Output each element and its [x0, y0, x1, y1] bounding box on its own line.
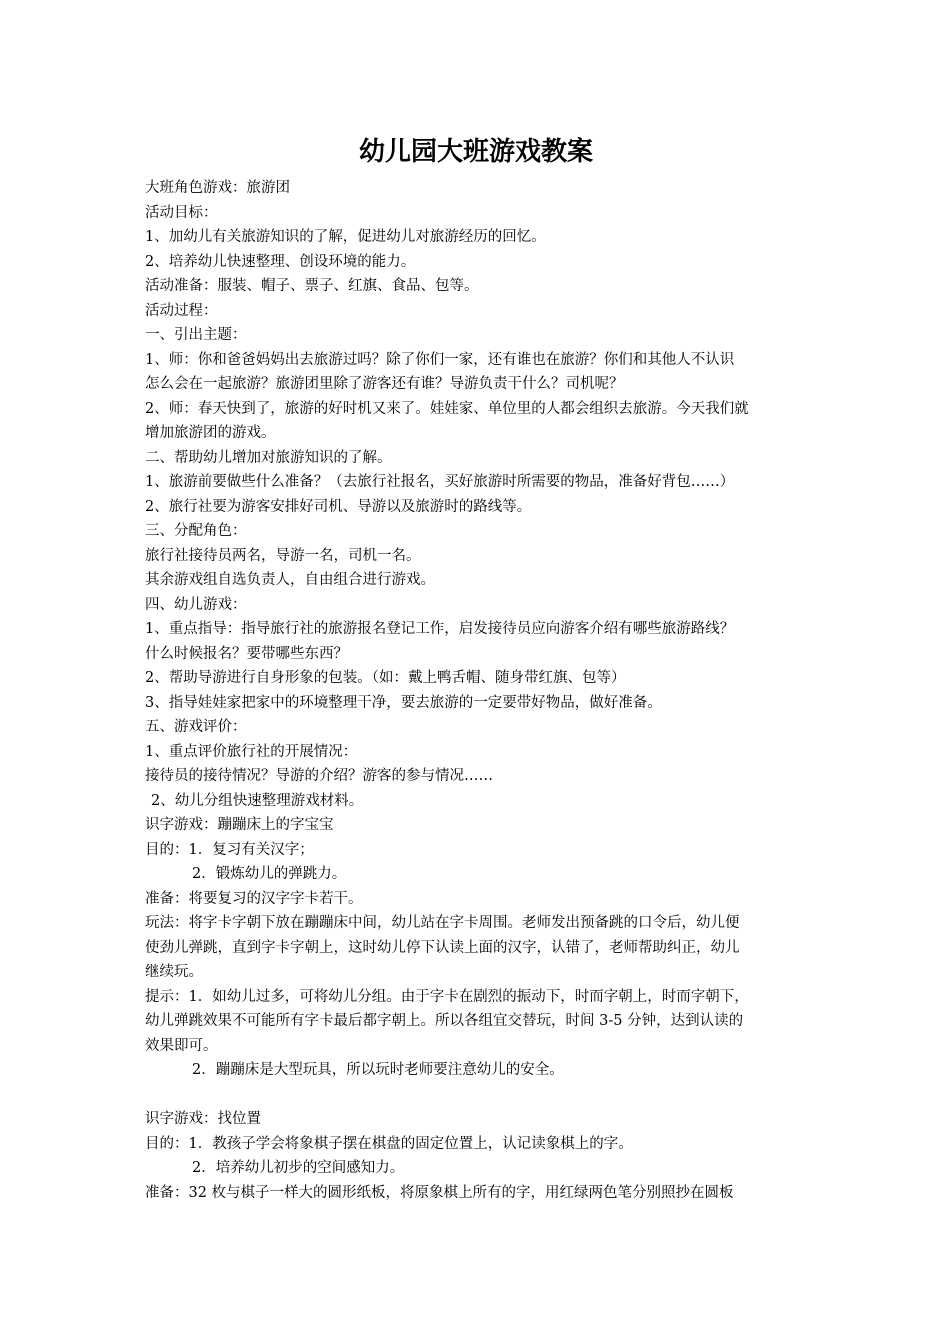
text-line: 效果即可。: [145, 1037, 218, 1054]
text-line: 准备：32 枚与棋子一样大的圆形纸板，将原象棋上所有的字，用红绿两色笔分别照抄在圆板: [145, 1184, 734, 1201]
text-line: 3、指导娃娃家把家中的环境整理干净，要去旅游的一定要带好物品，做好准备。: [145, 694, 662, 711]
text-line: 2、旅行社要为游客安排好司机、导游以及旅游时的路线等。: [145, 498, 532, 515]
text-line: 1、加幼儿有关旅游知识的了解，促进幼儿对旅游经历的回忆。: [145, 229, 546, 245]
text-line: 1、师：你和爸爸妈妈出去旅游过吗？除了你们一家，还有谁也在旅游？你们和其他人不认识: [145, 351, 735, 368]
text-line: 2．蹦蹦床是大型玩具，所以玩时老师要注意幼儿的安全。: [192, 1062, 564, 1078]
text-line: 其余游戏组自选负责人，自由组合进行游戏。: [145, 572, 435, 588]
text-line: 幼儿弹跳效果不可能所有字卡最后都字朝上。所以各组宜交替玩，时间 3-5 分钟，达到认读的: [145, 1013, 744, 1029]
text-line: 2、幼儿分组快速整理游戏材料。: [151, 792, 364, 809]
text-line: 2、培养幼儿快速整理、创设环境的能力。: [145, 253, 416, 270]
blank-line: [145, 1083, 807, 1108]
text-line: 怎么会在一起旅游？旅游团里除了游客还有谁？导游负责干什么？司机呢？: [145, 376, 624, 392]
text-line: 三、分配角色：: [145, 523, 247, 539]
text-line: 目的：1．复习有关汉字；: [145, 841, 314, 858]
text-line: 识字游戏：找位置: [145, 1111, 261, 1127]
text-line: 二、帮助幼儿增加对旅游知识的了解。: [145, 449, 392, 466]
text-line: 准备：将要复习的汉字字卡若干。: [145, 890, 363, 907]
text-line: 什么时候报名？要带哪些东西？: [145, 645, 348, 662]
text-line: 2．培养幼儿初步的空间感知力。: [192, 1160, 405, 1176]
text-line: 使劲儿弹跳，直到字卡字朝上，这时幼儿停下认读上面的汉字，认错了，老师帮助纠正，幼儿: [145, 939, 740, 956]
text-line: 增加旅游团的游戏。: [145, 425, 276, 441]
text-line: 五、游戏评价：: [145, 719, 247, 735]
text-line: 旅行社接待员两名，导游一名，司机一名。: [145, 547, 421, 564]
text-line: 四、幼儿游戏：: [145, 596, 247, 613]
text-line: 2、帮助导游进行自身形象的包装。（如：戴上鸭舌帽、随身带红旗、包等）: [145, 670, 626, 686]
text-line: 1、旅游前要做些什么准备？（去旅行社报名，买好旅游时所需要的物品，准备好背包……）: [145, 474, 735, 490]
text-line: 目的：1．教孩子学会将象棋子摆在棋盘的固定位置上，认记读象棋上的字。: [145, 1135, 633, 1152]
text-line: 玩法：将字卡字朝下放在蹦蹦床中间，幼儿站在字卡周围。老师发出预备跳的口令后，幼儿便: [145, 915, 740, 931]
text-line: 接待员的接待情况？导游的介绍？游客的参与情况……: [145, 768, 493, 784]
document-title: 幼儿园大班游戏教案: [358, 137, 593, 167]
text-line: 继续玩。: [145, 964, 203, 980]
text-line: 识字游戏：蹦蹦床上的字宝宝: [145, 817, 334, 833]
text-line: 1、重点评价旅行社的开展情况：: [145, 743, 358, 760]
text-line: 1、重点指导：指导旅行社的旅游报名登记工作，启发接待员应向游客介绍有哪些旅游路线？: [145, 621, 735, 637]
text-line: 活动过程：: [145, 302, 218, 319]
text-line: 大班角色游戏：旅游团: [145, 180, 290, 196]
document-page: [145, 128, 807, 1205]
text-line: 活动准备：服装、帽子、票子、红旗、食品、包等。: [145, 278, 479, 294]
text-line: 2、师：春天快到了，旅游的好时机又来了。娃娃家、单位里的人都会组织去旅游。今天我们就: [145, 400, 749, 417]
text-line: 2．锻炼幼儿的弹跳力。: [192, 866, 347, 882]
text-line: 提示：1．如幼儿过多，可将幼儿分组。由于字卡在剧烈的振动下，时而字朝上，时而字朝下，: [145, 988, 749, 1005]
text-line: 活动目标：: [145, 204, 218, 221]
text-line: 一、引出主题：: [145, 327, 247, 343]
